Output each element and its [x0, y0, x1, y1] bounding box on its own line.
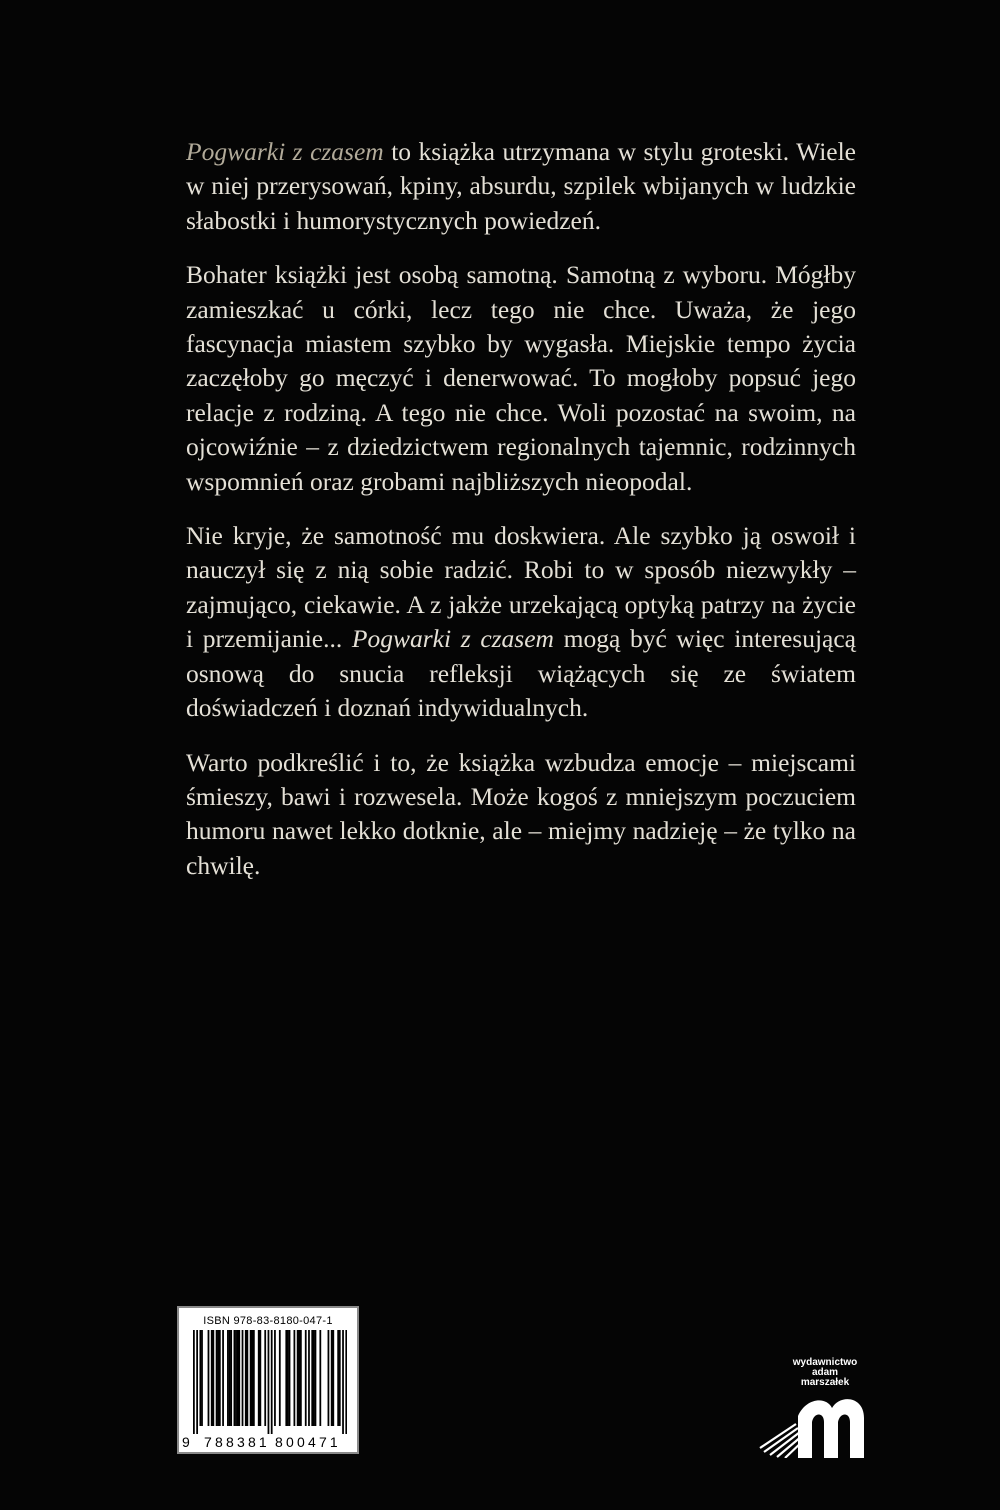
barcode-bar	[237, 1330, 239, 1426]
paragraph-text: Nie kryje, że samotność mu doskwiera. Ale szybko ją oswoił i nauczył się z nią sobie radzić. Robi to w sposób niezwykły – zajmująco, ciekawie. A z jakże urzekającą optyką patrzy na życie i przemijanie...	[186, 521, 856, 654]
barcode-bar	[234, 1330, 236, 1426]
barcode-bar	[264, 1330, 266, 1426]
blurb-paragraph-4: Warto podkreślić i to, że książka wzbudza emocje – miejscami śmieszy, bawi i rozwesela. Może kogoś z mniejszym poczuciem humoru nawet lekko dotknie, ale – miejmy nadzieję – że tylko na chwilę.	[186, 747, 856, 880]
barcode-bar	[311, 1330, 313, 1426]
barcode-bar	[279, 1330, 281, 1426]
barcode-bar	[294, 1330, 296, 1426]
blurb-paragraph-3	[186, 519, 856, 725]
barcode-bar	[342, 1330, 344, 1434]
barcode-bar	[274, 1330, 276, 1426]
barcode-bar	[199, 1330, 201, 1426]
isbn-label: ISBN 978-83-8180-047-1	[203, 1315, 333, 1327]
barcode-bar	[268, 1330, 270, 1434]
barcode-bar	[300, 1330, 302, 1426]
barcode-bar	[319, 1330, 321, 1426]
publisher-name	[780, 1358, 870, 1388]
barcode-bar	[246, 1330, 248, 1426]
barcode-bar	[328, 1330, 330, 1426]
publisher-name-line-2: adam	[811, 1367, 839, 1378]
barcode-bar	[245, 1330, 247, 1426]
book-title-italic: Pogwarki z czasem	[186, 137, 384, 166]
barcode-bar	[229, 1330, 231, 1426]
barcode-bar	[287, 1330, 289, 1426]
barcode-bar	[212, 1330, 214, 1426]
publisher-logo	[756, 1356, 868, 1458]
barcode-bar	[285, 1330, 287, 1426]
barcode-bar	[250, 1330, 252, 1426]
barcode-bar	[238, 1330, 240, 1426]
barcode-bar	[332, 1330, 334, 1426]
barcode-bar	[345, 1330, 347, 1434]
barcode-bar	[235, 1330, 237, 1426]
book-title-italic: Pogwarki z czasem	[351, 624, 554, 654]
barcode-bar	[230, 1330, 232, 1426]
barcode-bar	[208, 1330, 210, 1426]
barcode-bar	[196, 1330, 198, 1434]
publisher-book-m-logo-icon	[756, 1386, 868, 1458]
barcode-bar	[313, 1330, 315, 1426]
isbn-barcode-block	[177, 1306, 359, 1454]
barcode-digit-first: 9	[182, 1434, 190, 1450]
barcode-bar	[219, 1330, 221, 1426]
barcode-bar	[305, 1330, 307, 1426]
barcode-bar	[289, 1330, 291, 1426]
barcode-bar	[339, 1330, 341, 1426]
barcode-digits-left: 788381	[204, 1434, 270, 1450]
barcode-bar	[201, 1330, 203, 1426]
barcode-bar	[216, 1330, 218, 1426]
barcode-bar	[242, 1330, 244, 1426]
barcode-bar	[297, 1330, 299, 1426]
barcode-bar	[258, 1330, 260, 1426]
barcode-bar	[308, 1330, 310, 1426]
blurb-text	[186, 135, 856, 903]
barcode-bar	[222, 1330, 224, 1426]
barcode	[193, 1330, 347, 1434]
barcode-bar	[331, 1330, 333, 1426]
blurb-paragraph-2: Bohater książki jest osobą samotną. Samotną z wyboru. Mógłby zamieszkać u córki, lecz tego nie chce. Uważa, że jego fascynacja miastem szybko by wygasła. Miejskie tempo życia zaczęłoby go męczyć i denerwować. To mogłoby popsuć jego relacje z rodziną. A tego nie chce. Woli pozostać na swoim, na ojcowiźnie – z dziedzictwem regionalnych tajemnic, rodzinnych wspomnień oraz grobami najbliższych nieopodal.	[186, 260, 856, 496]
barcode-bar	[253, 1330, 255, 1426]
publisher-name-line-3: marszałek	[800, 1377, 850, 1388]
barcode-bar	[315, 1330, 317, 1426]
paragraph-text: mogą być więc interesującą osnową do snucia refleksji wiążących się ze światem doświadczeń i doznań indywidualnych.	[186, 624, 856, 723]
paragraph-text: to książka utrzymana w stylu groteski. Wiele w niej przerysowań, kpiny, absurdu, szpilek wbijanych w ludzkie słabostki i humorystycznych powiedzeń.	[186, 137, 856, 235]
barcode-bar	[337, 1330, 339, 1426]
barcode-bar	[259, 1330, 261, 1426]
barcode-digits-right: 800471	[275, 1434, 341, 1450]
blurb-paragraph-1	[186, 135, 856, 238]
barcode-bar	[251, 1330, 253, 1426]
barcode-bar	[271, 1330, 273, 1434]
barcode-bar	[193, 1330, 195, 1434]
publisher-name-line-1: wydawnictwo	[792, 1357, 858, 1368]
barcode-bar	[298, 1330, 300, 1426]
barcode-bar	[227, 1330, 229, 1426]
barcode-bar	[217, 1330, 219, 1426]
barcode-bar	[211, 1330, 213, 1426]
